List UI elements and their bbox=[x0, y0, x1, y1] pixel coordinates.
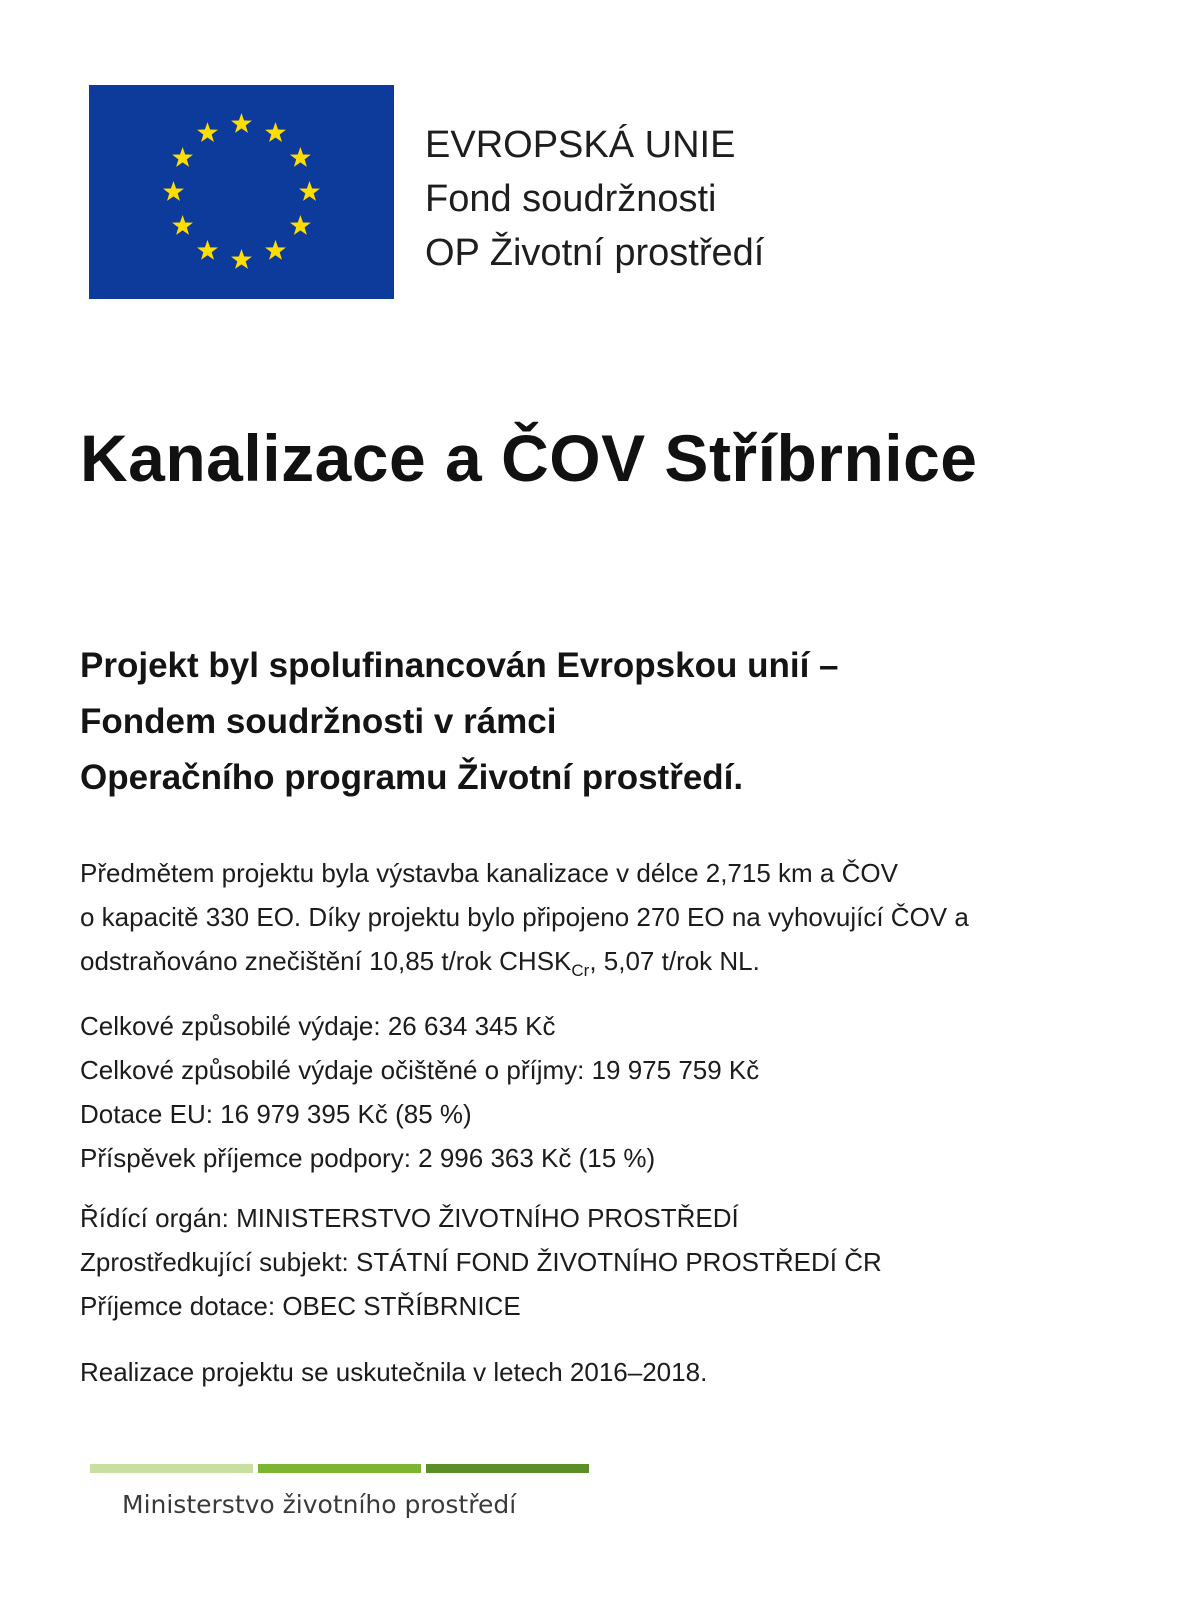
logo-bar-light bbox=[90, 1464, 253, 1473]
eu-star-icon bbox=[172, 215, 193, 235]
eu-line-fund: Fond soudržnosti bbox=[425, 178, 717, 220]
logo-bar-dark bbox=[426, 1464, 589, 1473]
cofinancing-line-2: Fondem soudržnosti v rámci bbox=[80, 702, 557, 741]
grant-beneficiary: Příjemce dotace: OBEC STŘÍBRNICE bbox=[80, 1291, 521, 1321]
eu-star-icon bbox=[197, 240, 218, 260]
eu-star-icon bbox=[290, 215, 311, 235]
total-eligible-costs: Celkové způsobilé výdaje: 26 634 345 Kč bbox=[80, 1011, 556, 1041]
project-costs bbox=[80, 1004, 759, 1180]
description-line-3-start: odstraňováno znečištění 10,85 t/rok CHSK bbox=[80, 946, 572, 976]
eu-star-icon bbox=[163, 181, 184, 201]
description-line-1: Předmětem projektu byla výstavba kanalizace v délce 2,715 km a ČOV bbox=[80, 858, 898, 888]
net-eligible-costs: Celkové způsobilé výdaje očištěné o příjmy: 19 975 759 Kč bbox=[80, 1055, 760, 1085]
chsk-subscript: Cr bbox=[571, 961, 590, 980]
eu-grant: Dotace EU: 16 979 395 Kč (85 %) bbox=[80, 1099, 472, 1129]
eu-star-icon bbox=[265, 240, 286, 260]
eu-star-icon bbox=[290, 147, 311, 167]
eu-line-union: EVROPSKÁ UNIE bbox=[425, 124, 736, 166]
managing-authority: Řídící orgán: MINISTERSTVO ŽIVOTNÍHO PROSTŘEDÍ bbox=[80, 1203, 739, 1233]
project-actors bbox=[80, 1196, 882, 1328]
beneficiary-contribution: Příspěvek příjemce podpory: 2 996 363 Kč (15 %) bbox=[80, 1143, 656, 1173]
cofinancing-line-1: Projekt byl spolufinancován Evropskou unií – bbox=[80, 646, 839, 685]
description-line-2: o kapacitě 330 EO. Díky projektu bylo připojeno 270 EO na vyhovující ČOV a bbox=[80, 902, 969, 932]
eu-star-icon bbox=[265, 122, 286, 142]
eu-flag-icon bbox=[89, 85, 394, 299]
cofinancing-statement bbox=[80, 638, 838, 806]
eu-stars bbox=[89, 85, 394, 299]
description-line-3-end: , 5,07 t/rok NL. bbox=[589, 946, 760, 976]
ministry-logo-name: Ministerstvo životního prostředí bbox=[122, 1490, 517, 1519]
eu-star-icon bbox=[197, 122, 218, 142]
eu-star-icon bbox=[231, 113, 252, 133]
intermediate-body: Zprostředkující subjekt: STÁTNÍ FOND ŽIVOTNÍHO PROSTŘEDÍ ČR bbox=[80, 1247, 882, 1277]
project-title: Kanalizace a ČOV Stříbrnice bbox=[80, 421, 978, 495]
logo-bar-mid bbox=[258, 1464, 421, 1473]
eu-header-text bbox=[425, 118, 764, 280]
eu-star-icon bbox=[172, 147, 193, 167]
eu-line-programme: OP Životní prostředí bbox=[425, 232, 765, 274]
description-line-3 bbox=[80, 939, 969, 983]
realization-period: Realizace projektu se uskutečnila v letech 2016–2018. bbox=[80, 1357, 708, 1387]
eu-star-icon bbox=[299, 181, 320, 201]
cofinancing-line-3: Operačního programu Životní prostředí. bbox=[80, 758, 744, 797]
eu-star-icon bbox=[231, 249, 252, 269]
project-description bbox=[80, 851, 969, 983]
